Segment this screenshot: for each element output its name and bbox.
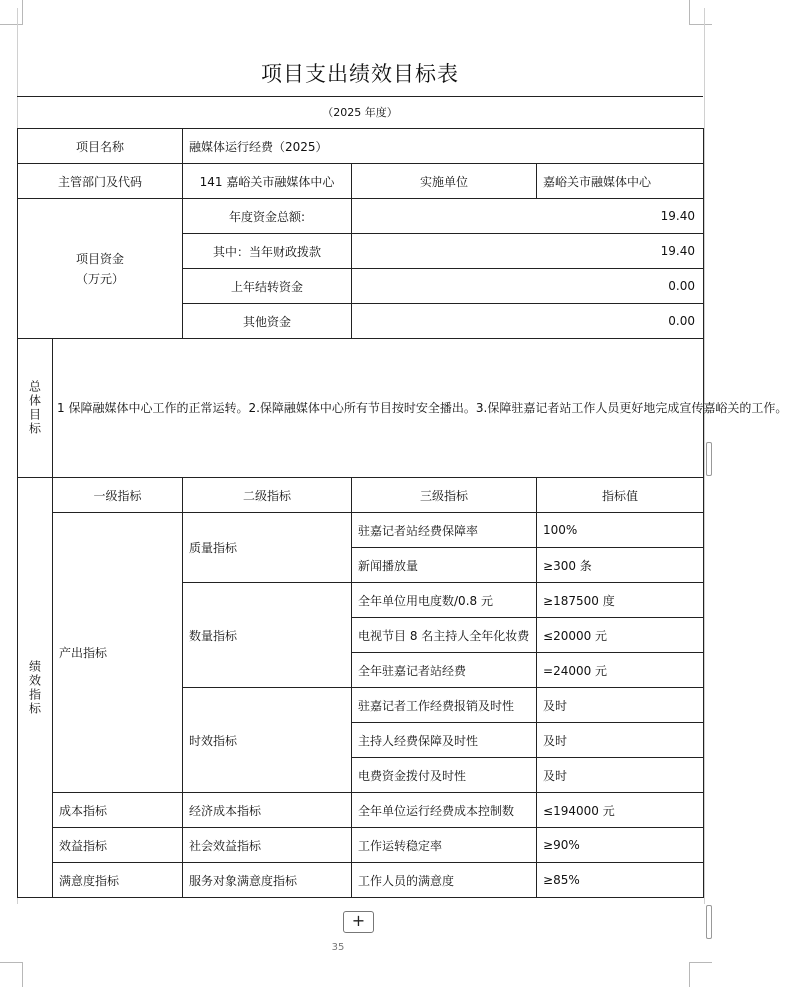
performance-indicators-label [18,478,53,898]
department-label: 主管部门及代码 [18,164,183,199]
indicator-header-row [18,478,704,513]
performance-table [17,128,787,898]
level3-indicator: 驻嘉记者站经费保障率 [352,513,537,548]
document-title: 项目支出绩效目标表 [261,62,459,86]
indicator-value: 100% [537,513,704,548]
level3-indicator: 主持人经费保障及时性 [352,723,537,758]
header-level3: 三级指标 [352,478,537,513]
level1-cost: 成本指标 [53,793,183,828]
funds-label: 年度资金总额: [183,199,352,234]
level3-indicator: 全年单位运行经费成本控制数 [352,793,537,828]
indicator-value: ≤20000 元 [537,618,704,653]
level2-economic-cost: 经济成本指标 [183,793,352,828]
header-value: 指标值 [537,478,704,513]
overall-goal-row [18,339,704,478]
indicator-row [18,863,704,898]
level3-indicator: 全年驻嘉记者站经费 [352,653,537,688]
level3-indicator: 全年单位用电度数/0.8 元 [352,583,537,618]
overall-goal-label-text: 总体目标 [27,380,42,436]
side-scroll-handle[interactable] [706,442,712,476]
level3-indicator: 驻嘉记者工作经费报销及时性 [352,688,537,723]
project-name-value: 融媒体运行经费（2025） [183,129,704,164]
level1-output: 产出指标 [53,513,183,793]
overall-goal-text: 1 保障融媒体中心工作的正常运转。2.保障融媒体中心所有节目按时安全播出。3.保障驻嘉记者站工作人员更好地完成宣传嘉峪关的工作。 [53,339,704,478]
level1-benefit: 效益指标 [53,828,183,863]
page-number: 35 [331,942,345,953]
funds-label: 其他资金 [183,304,352,339]
fiscal-year: （2025 年度） [17,96,703,129]
indicator-value: ≥90% [537,828,704,863]
funds-value: 19.40 [352,199,704,234]
project-name-label: 项目名称 [18,129,183,164]
indicator-value: =24000 元 [537,653,704,688]
indicator-value: 及时 [537,688,704,723]
project-funds-label-line1: 项目资金 [76,251,125,266]
funds-value: 0.00 [352,304,704,339]
funds-row [18,199,704,234]
side-scroll-handle-bottom[interactable] [706,905,712,939]
indicator-value: 及时 [537,758,704,793]
indicator-row [18,513,704,548]
level2-quantity: 数量指标 [183,583,352,688]
level3-indicator: 新闻播放量 [352,548,537,583]
performance-indicators-label-text: 绩效指标 [27,659,42,716]
level3-indicator: 工作运转稳定率 [352,828,537,863]
level2-service-satisfaction: 服务对象满意度指标 [183,863,352,898]
level2-social-benefit: 社会效益指标 [183,828,352,863]
funds-label: 上年结转资金 [183,269,352,304]
level3-indicator: 电费资金拨付及时性 [352,758,537,793]
project-funds-label-line2: （万元） [76,271,125,286]
department-row [18,164,704,199]
level3-indicator: 电视节目 8 名主持人全年化妆费 [352,618,537,653]
add-button[interactable]: + [343,911,374,933]
indicator-value: ≤194000 元 [537,793,704,828]
indicator-value: 及时 [537,723,704,758]
indicator-row [18,793,704,828]
indicator-value: ≥300 条 [537,548,704,583]
level1-satisfaction: 满意度指标 [53,863,183,898]
department-value: 141 嘉峪关市融媒体中心 [183,164,352,199]
level3-indicator: 工作人员的满意度 [352,863,537,898]
indicator-value: ≥85% [537,863,704,898]
project-name-row [18,129,704,164]
indicator-value: ≥187500 度 [537,583,704,618]
indicator-row [18,828,704,863]
page-corner-bottom-left [0,962,23,987]
level2-timeliness: 时效指标 [183,688,352,793]
page-corner-bottom-right [689,962,712,987]
header-level1: 一级指标 [53,478,183,513]
header-level2: 二级指标 [183,478,352,513]
funds-value: 0.00 [352,269,704,304]
implementing-unit-value: 嘉峪关市融媒体中心 [537,164,704,199]
level2-quality: 质量指标 [183,513,352,583]
funds-value: 19.40 [352,234,704,269]
implementing-unit-label: 实施单位 [352,164,537,199]
project-funds-label [18,199,183,339]
overall-goal-label [18,339,53,478]
funds-label: 其中：当年财政拨款 [183,234,352,269]
